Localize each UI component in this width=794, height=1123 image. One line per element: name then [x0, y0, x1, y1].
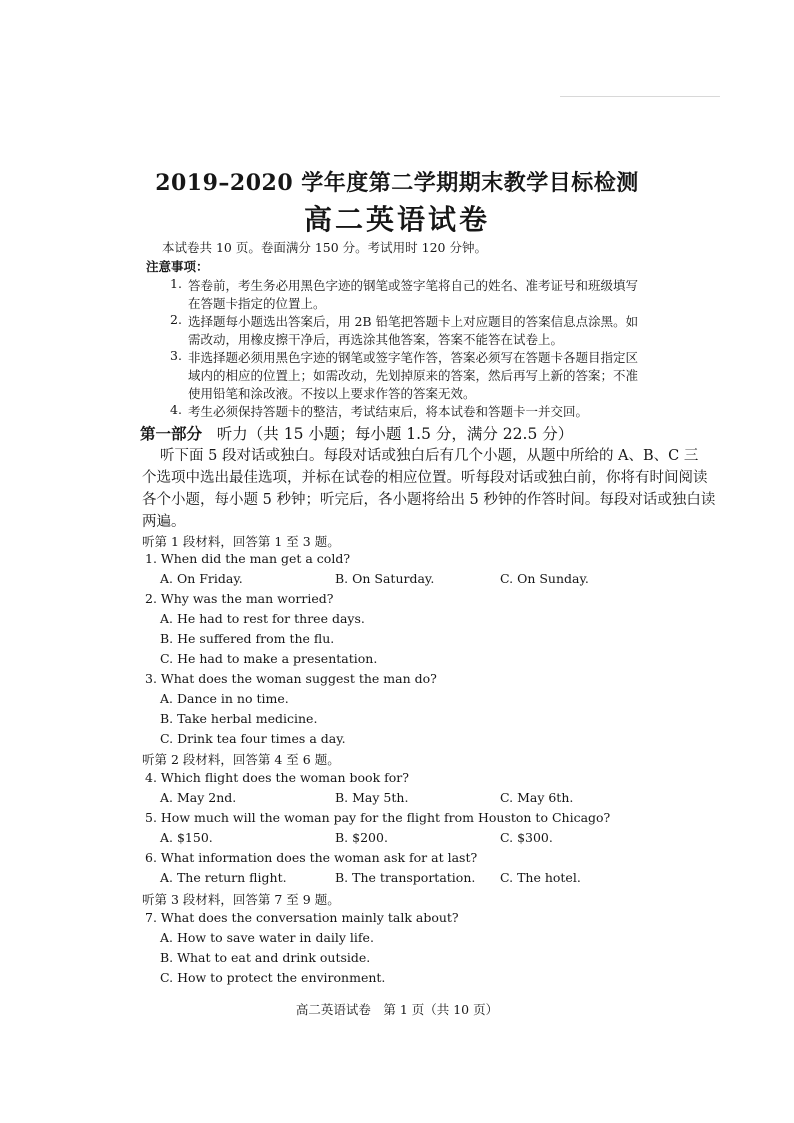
- part-one-heading: [140, 422, 573, 444]
- question-stem: 1. When did the man get a cold?: [145, 551, 351, 566]
- question-stem: 7. What does the conversation mainly talk about?: [145, 910, 459, 925]
- question-option: B. He suffered from the flu.: [160, 631, 335, 646]
- question-stem: 4. Which flight does the woman book for?: [145, 770, 409, 785]
- notice-heading: 注意事项：: [146, 259, 209, 274]
- notice-item-line: 需改动，用橡皮擦干净后，再选涂其他答案，答案不能答在试卷上。: [188, 332, 564, 347]
- notice-item-line: 考生必须保持答题卡的整洁，考试结束后，将本试卷和答题卡一并交回。: [188, 404, 589, 419]
- question-stem: 5. How much will the woman pay for the flight from Houston to Chicago?: [145, 810, 611, 825]
- directions-line: 两遍。: [142, 514, 186, 530]
- question-option: C. How to protect the environment.: [160, 970, 386, 985]
- notice-item-number: 1.: [170, 276, 182, 291]
- exam-intro: 本试卷共 10 页。卷面满分 150 分。考试用时 120 分钟。: [162, 240, 487, 255]
- question-option: A. May 2nd.: [160, 790, 237, 805]
- question-stem: 6. What information does the woman ask for at last?: [145, 850, 478, 865]
- question-option: C. $300.: [500, 830, 553, 845]
- question-option: A. The return flight.: [160, 870, 287, 885]
- question-option: C. On Sunday.: [500, 571, 589, 586]
- notice-item-line: 在答题卡指定的位置上。: [188, 296, 326, 311]
- question-option: A. He had to rest for three days.: [160, 611, 365, 626]
- question-option: A. On Friday.: [160, 571, 243, 586]
- question-option: C. The hotel.: [500, 870, 581, 885]
- part-one-title: 听力（共 15 小题；每小题 1.5 分，满分 22.5 分）: [216, 425, 574, 443]
- notice-item-number: 4.: [170, 402, 182, 417]
- exam-title: 2019–2020 学年度第二学期期末教学目标检测: [155, 170, 639, 196]
- notice-item-line: 使用铅笔和涂改液。不按以上要求作答的答案无效。: [188, 386, 476, 401]
- question-option: A. $150.: [160, 830, 213, 845]
- directions-line: 各个小题，每小题 5 秒钟；听完后，各小题将给出 5 秒钟的作答时间。每段对话或独白读: [142, 492, 716, 508]
- material-instruction: 听第 1 段材料，回答第 1 至 3 题。: [142, 534, 340, 549]
- notice-item-number: 2.: [170, 312, 182, 327]
- question-option: C. He had to make a presentation.: [160, 651, 378, 666]
- question-stem: 3. What does the woman suggest the man do?: [145, 671, 437, 686]
- material-instruction: 听第 2 段材料，回答第 4 至 6 题。: [142, 752, 340, 767]
- question-option: B. $200.: [335, 830, 388, 845]
- question-option: B. May 5th.: [335, 790, 409, 805]
- notice-item-number: 3.: [170, 348, 182, 363]
- directions-line: 听下面 5 段对话或独白。每段对话或独白后有几个小题，从题中所给的 A、B、C 三: [160, 448, 699, 464]
- page-footer: 高二英语试卷 第 1 页（共 10 页）: [295, 1002, 499, 1017]
- directions-line: 个选项中选出最佳选项，并标在试卷的相应位置。听每段对话或独白前，你将有时间阅读: [142, 470, 708, 486]
- notice-item-line: 域内的相应的位置上；如需改动，先划掉原来的答案，然后再写上新的答案；不准: [188, 368, 639, 383]
- notice-item-line: 选择题每小题选出答案后，用 2B 铅笔把答题卡上对应题目的答案信息点涂黑。如: [188, 314, 639, 329]
- question-option: A. How to save water in daily life.: [160, 930, 374, 945]
- question-option: C. May 6th.: [500, 790, 574, 805]
- question-option: B. The transportation.: [335, 870, 476, 885]
- part-one-label: 第一部分: [140, 424, 203, 443]
- notice-item-line: 答卷前，考生务必用黑色字迹的钢笔或签字笔将自己的姓名、准考证号和班级填写: [188, 278, 639, 293]
- question-option: C. Drink tea four times a day.: [160, 731, 346, 746]
- material-instruction: 听第 3 段材料，回答第 7 至 9 题。: [142, 892, 340, 907]
- exam-subtitle: 高二英语试卷: [303, 203, 490, 236]
- question-option: B. What to eat and drink outside.: [160, 950, 371, 965]
- question-option: B. Take herbal medicine.: [160, 711, 318, 726]
- scan-artifact-line: [560, 96, 720, 97]
- notice-item-line: 非选择题必须用黑色字迹的钢笔或签字笔作答，答案必须写在答题卡各题目指定区: [188, 350, 639, 365]
- question-stem: 2. Why was the man worried?: [145, 591, 334, 606]
- question-option: A. Dance in no time.: [160, 691, 289, 706]
- question-option: B. On Saturday.: [335, 571, 435, 586]
